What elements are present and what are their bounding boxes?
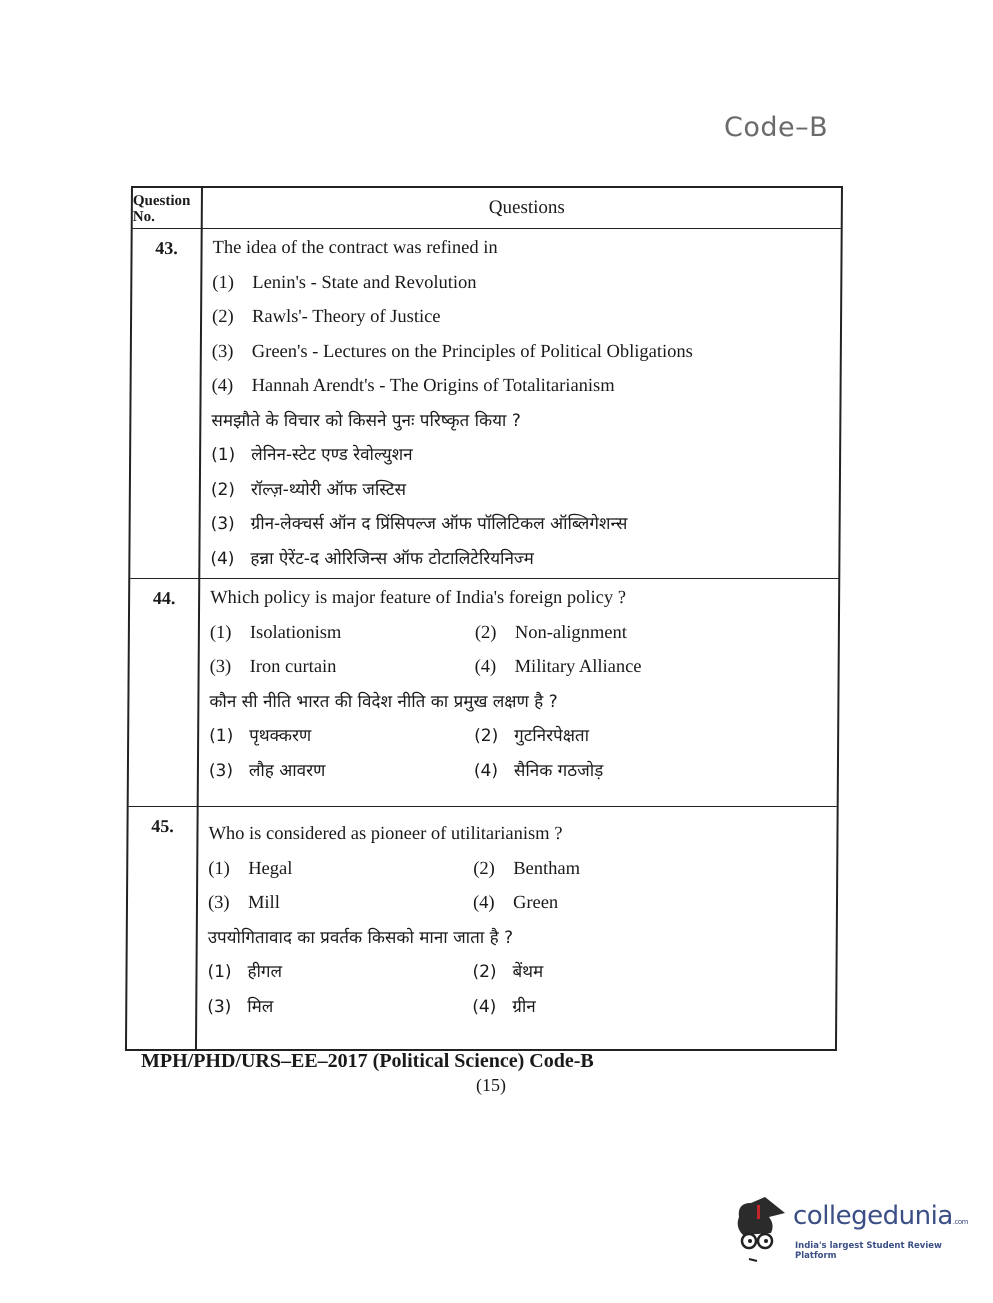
question-number: 43.: [130, 229, 202, 578]
option: (1) Lenin's - State and Revolution: [212, 272, 477, 293]
question-text-en: Who is considered as pioneer of utilitarianism ?: [208, 824, 563, 844]
table-header: [133, 188, 841, 228]
question-text-hi: समझौते के विचार को किसने पुनः परिष्कृत किया ?: [211, 410, 521, 431]
option: (3) Green's - Lectures on the Principles of Political Obligations: [211, 341, 693, 362]
option: (1) लेनिन-स्टेट एण्ड रेवोल्युशन: [211, 445, 413, 465]
option: (2) रॉल्ज़-थ्योरी ऑफ जस्टिस: [210, 479, 407, 500]
option-row: (1) हीगल (2) बेंथम: [207, 962, 544, 982]
logo-wordmark: collegedunia.com: [793, 1201, 968, 1231]
question-no-header: Question No.: [133, 188, 203, 228]
paper-footer: MPH/PHD/URS–EE–2017 (Political Science) Code-B: [141, 1050, 594, 1072]
question-row: [127, 806, 837, 1049]
option-row: (3) Mill (4) Green: [207, 893, 559, 913]
paper-code: Code–B: [724, 112, 829, 143]
option-row: (3) Iron curtain (4) Military Alliance: [209, 657, 642, 677]
question-text-en: Which policy is major feature of India's foreign policy ?: [210, 588, 627, 608]
question-text-hi: कौन सी नीति भारत की विदेश नीति का प्रमुख लक्षण है ?: [209, 691, 558, 712]
question-row: [129, 578, 839, 806]
questions-table: [125, 186, 843, 1051]
option-row: (1) Hegal (2) Bentham: [208, 858, 581, 879]
questions-header: Questions: [488, 197, 565, 218]
page-number: (15): [476, 1075, 506, 1095]
logo-tagline: India's largest Student Review Platform: [795, 1241, 942, 1261]
option-row: (3) मिल (4) ग्रीन: [207, 996, 536, 1017]
question-row: [130, 228, 840, 578]
option: (3) ग्रीन-लेक्चर्स ऑन द प्रिंसिपल्ज ऑफ पॉलिटिकल ऑब्लिगेशन्स: [210, 514, 628, 534]
option-row: (3) लौह आवरण (4) सैनिक गठजोड़: [208, 760, 604, 781]
question-number: 45.: [127, 807, 199, 1049]
question-text-en: The idea of the contract was refined in: [212, 238, 498, 258]
collegedunia-logo: [735, 1195, 968, 1265]
option: (2) Rawls'- Theory of Justice: [212, 307, 441, 327]
option: (4) Hannah Arendt's - The Origins of Totalitarianism: [211, 376, 615, 396]
question-text-hi: उपयोगितावाद का प्रवर्तक किसको माना जाता है ?: [207, 927, 514, 948]
option: (4) हन्ना ऐरेंट-द ओरिजिन्स ऑफ टोटालिटेरियनिज्म: [210, 548, 534, 569]
option-row: (1) पृथक्करण (2) गुटनिरपेक्षता: [209, 726, 590, 746]
mascot-icon: [735, 1195, 791, 1265]
question-number: 44.: [129, 579, 201, 806]
option-row: (1) Isolationism (2) Non-alignment: [209, 622, 627, 643]
